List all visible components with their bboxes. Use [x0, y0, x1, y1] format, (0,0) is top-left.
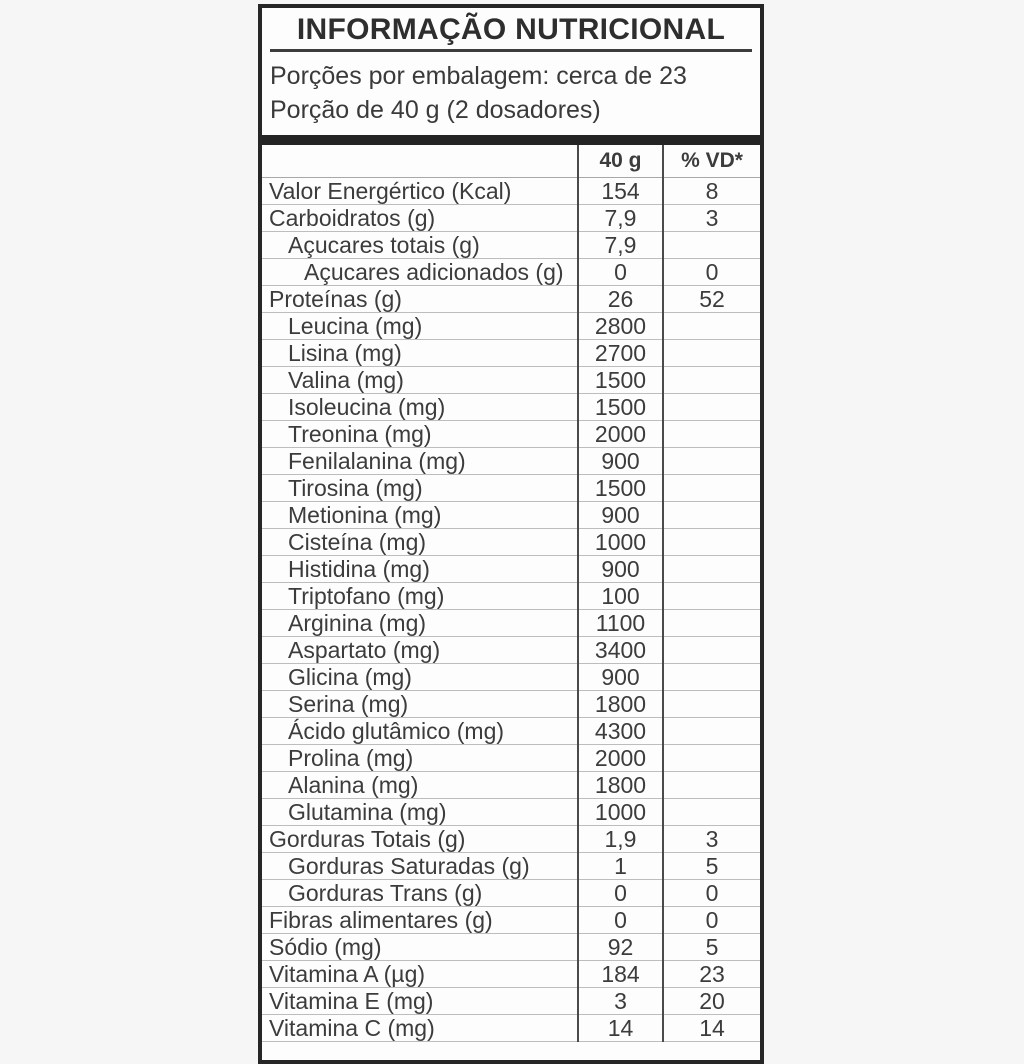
amount-value: 1500	[578, 394, 663, 421]
amount-value: 7,9	[578, 232, 663, 259]
panel-title: INFORMAÇÃO NUTRICIONAL	[296, 13, 726, 46]
nutrient-label: Açucares totais (g)	[288, 232, 480, 258]
portion-size-text: Porção de 40 g (2 dosadores)	[270, 96, 601, 124]
daily-value-percent	[663, 367, 760, 394]
amount-value: 0	[578, 259, 663, 286]
daily-value-percent: 52	[663, 286, 760, 313]
table-row	[262, 394, 760, 421]
table-row	[262, 1015, 760, 1042]
section-divider-bar	[262, 135, 760, 145]
daily-value-percent: 0	[663, 907, 760, 934]
daily-value-percent	[663, 448, 760, 475]
nutrient-label: Leucina (mg)	[288, 313, 423, 339]
table-row	[262, 448, 760, 475]
daily-value-percent: 14	[663, 1015, 760, 1042]
nutrient-label: Metionina (mg)	[288, 502, 442, 528]
nutrient-label: Cisteína (mg)	[288, 529, 427, 555]
table-row	[262, 988, 760, 1015]
amount-value: 1,9	[578, 826, 663, 853]
table-row	[262, 718, 760, 745]
table-row	[262, 583, 760, 610]
nutrient-label: Carboidratos (g)	[269, 205, 436, 231]
table-row	[262, 772, 760, 799]
amount-value: 1	[578, 853, 663, 880]
table-row	[262, 880, 760, 907]
nutrient-label: Alanina (mg)	[288, 772, 419, 798]
nutrient-label: Glicina (mg)	[288, 664, 412, 690]
daily-value-percent	[663, 340, 760, 367]
daily-value-percent: 5	[663, 934, 760, 961]
amount-value: 1500	[578, 367, 663, 394]
table-row	[262, 556, 760, 583]
nutrient-label: Valor Energértico (Kcal)	[269, 178, 512, 204]
daily-value-percent	[663, 745, 760, 772]
amount-value: 0	[578, 880, 663, 907]
amount-value: 1500	[578, 475, 663, 502]
table-row	[262, 961, 760, 988]
nutrition-table-body	[262, 178, 760, 1042]
nutrient-label: Lisina (mg)	[288, 340, 402, 366]
daily-value-percent	[663, 421, 760, 448]
amount-value: 900	[578, 664, 663, 691]
daily-value-percent	[663, 529, 760, 556]
nutrient-label: Gorduras Totais (g)	[269, 826, 466, 852]
nutrient-label: Triptofano (mg)	[288, 583, 445, 609]
nutrient-label: Vitamina E (mg)	[269, 988, 434, 1014]
daily-value-percent: 5	[663, 853, 760, 880]
daily-value-percent: 20	[663, 988, 760, 1015]
nutrient-label: Gorduras Trans (g)	[288, 880, 483, 906]
amount-value: 900	[578, 502, 663, 529]
nutrient-label: Fenilalanina (mg)	[288, 448, 466, 474]
daily-value-percent: 0	[663, 880, 760, 907]
amount-value: 1000	[578, 799, 663, 826]
amount-value: 900	[578, 556, 663, 583]
table-row	[262, 826, 760, 853]
column-header-blank	[262, 145, 578, 178]
daily-value-percent: 0	[663, 259, 760, 286]
daily-value-percent: 23	[663, 961, 760, 988]
table-row	[262, 340, 760, 367]
amount-value: 26	[578, 286, 663, 313]
amount-value: 3400	[578, 637, 663, 664]
table-row	[262, 745, 760, 772]
daily-value-percent	[663, 475, 760, 502]
nutrient-label: Ácido glutâmico (mg)	[288, 718, 505, 744]
nutrient-label: Tirosina (mg)	[288, 475, 423, 501]
daily-value-percent	[663, 232, 760, 259]
nutrient-label: Serina (mg)	[288, 691, 409, 717]
amount-value: 2000	[578, 745, 663, 772]
daily-value-percent: 8	[663, 178, 760, 205]
nutrient-label: Valina (mg)	[288, 367, 404, 393]
amount-value: 7,9	[578, 205, 663, 232]
table-row	[262, 475, 760, 502]
table-row	[262, 232, 760, 259]
amount-value: 14	[578, 1015, 663, 1042]
nutrient-label: Proteínas (g)	[269, 286, 402, 312]
table-row	[262, 637, 760, 664]
daily-value-percent	[663, 718, 760, 745]
nutrient-label: Glutamina (mg)	[288, 799, 447, 825]
table-row	[262, 367, 760, 394]
table-row	[262, 610, 760, 637]
amount-value: 100	[578, 583, 663, 610]
amount-value: 184	[578, 961, 663, 988]
daily-value-percent	[663, 691, 760, 718]
amount-value: 900	[578, 448, 663, 475]
amount-value: 92	[578, 934, 663, 961]
table-row	[262, 313, 760, 340]
table-row	[262, 907, 760, 934]
column-header-amount: 40 g	[578, 145, 663, 178]
amount-value: 1000	[578, 529, 663, 556]
daily-value-percent	[663, 610, 760, 637]
nutrient-label: Treonina (mg)	[288, 421, 432, 447]
amount-value: 2000	[578, 421, 663, 448]
nutrient-label: Gorduras Saturadas (g)	[288, 853, 530, 879]
daily-value-percent: 3	[663, 205, 760, 232]
nutrient-label: Açucares adicionados (g)	[304, 259, 564, 285]
table-row	[262, 502, 760, 529]
nutrition-table	[262, 145, 760, 1042]
amount-value: 1800	[578, 691, 663, 718]
table-row	[262, 259, 760, 286]
nutrient-label: Fibras alimentares (g)	[269, 907, 493, 933]
amount-value: 3	[578, 988, 663, 1015]
table-row	[262, 529, 760, 556]
nutrient-label: Sódio (mg)	[269, 934, 382, 960]
daily-value-percent	[663, 664, 760, 691]
nutrient-label: Vitamina C (mg)	[269, 1015, 435, 1041]
daily-value-percent	[663, 799, 760, 826]
table-row	[262, 664, 760, 691]
column-header-daily-value: % VD*	[663, 145, 760, 178]
daily-value-percent	[663, 772, 760, 799]
table-row	[262, 799, 760, 826]
nutrient-label: Aspartato (mg)	[288, 637, 441, 663]
table-row	[262, 286, 760, 313]
table-row	[262, 934, 760, 961]
daily-value-percent	[663, 502, 760, 529]
nutrient-label: Arginina (mg)	[288, 610, 427, 636]
table-row	[262, 421, 760, 448]
amount-value: 4300	[578, 718, 663, 745]
daily-value-percent	[663, 394, 760, 421]
title-divider	[270, 49, 752, 52]
table-header-row	[262, 145, 760, 178]
table-row	[262, 178, 760, 205]
amount-value: 2700	[578, 340, 663, 367]
daily-value-percent	[663, 556, 760, 583]
nutrient-label: Prolina (mg)	[288, 745, 414, 771]
table-row	[262, 691, 760, 718]
daily-value-percent: 3	[663, 826, 760, 853]
daily-value-percent	[663, 583, 760, 610]
amount-value: 2800	[578, 313, 663, 340]
nutrient-label: Isoleucina (mg)	[288, 394, 446, 420]
amount-value: 1800	[578, 772, 663, 799]
amount-value: 1100	[578, 610, 663, 637]
table-row	[262, 853, 760, 880]
amount-value: 0	[578, 907, 663, 934]
daily-value-percent	[663, 637, 760, 664]
table-row	[262, 205, 760, 232]
nutrient-label: Histidina (mg)	[288, 556, 430, 582]
amount-value: 154	[578, 178, 663, 205]
daily-value-percent	[663, 313, 760, 340]
nutrient-label: Vitamina A (µg)	[269, 961, 426, 987]
nutrition-label-panel	[258, 4, 764, 1064]
servings-per-package-text: Porções por embalagem: cerca de 23	[270, 62, 687, 90]
